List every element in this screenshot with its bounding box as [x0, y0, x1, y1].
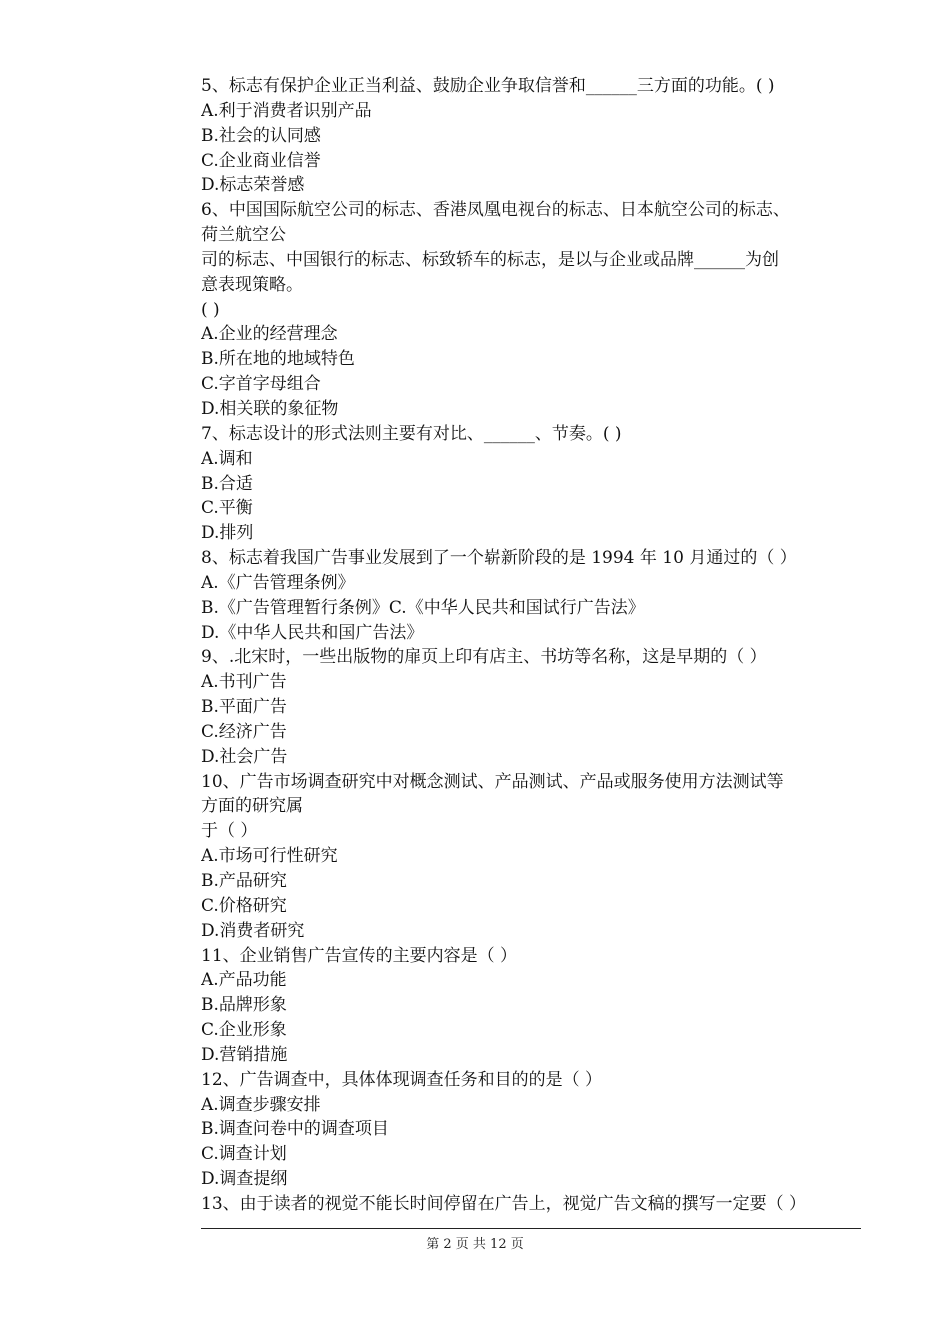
text-line: 于（ ） — [201, 821, 258, 842]
text-line: 6、中国国际航空公司的标志、香港凤凰电视台的标志、日本航空公司的标志、 — [201, 200, 790, 221]
text-line: C.企业形象 — [201, 1020, 287, 1041]
text-line: 5、标志有保护企业正当利益、鼓励企业争取信誉和______三方面的功能。( ) — [201, 76, 775, 96]
text-line: A.调和 — [201, 448, 253, 469]
text-line: B.所在地的地域特色 — [201, 349, 355, 370]
text-line: A.利于消费者识别产品 — [201, 100, 372, 121]
text-line: D.标志荣誉感 — [201, 175, 305, 196]
text-line: B.合适 — [201, 473, 253, 494]
text-line: 13、由于读者的视觉不能长时间停留在广告上，视觉广告文稿的撰写一定要（ ） — [201, 1193, 807, 1214]
text-line: C.经济广告 — [201, 721, 287, 742]
text-line: A.《广告管理条例》 — [201, 572, 355, 593]
text-line: D.排列 — [201, 523, 254, 544]
text-line: B.《广告管理暂行条例》C.《中华人民共和国试行广告法》 — [201, 597, 645, 618]
text-line: 10、广告市场调查研究中对概念测试、产品测试、产品或服务使用方法测试等 — [201, 771, 784, 792]
text-line: ( ) — [201, 299, 220, 320]
text-line: B.品牌形象 — [201, 995, 287, 1016]
text-line: D.相关联的象征物 — [201, 398, 339, 419]
text-line: A.企业的经营理念 — [201, 324, 338, 345]
text-line: C.调查计划 — [201, 1144, 287, 1165]
text-line: D.消费者研究 — [201, 920, 305, 941]
text-line: B.平面广告 — [201, 697, 287, 718]
text-line: 荷兰航空公 — [201, 225, 286, 246]
text-line: 方面的研究属 — [201, 796, 303, 817]
text-line: A.产品功能 — [201, 970, 287, 991]
text-line: D.社会广告 — [201, 746, 288, 767]
text-line: 8、标志着我国广告事业发展到了一个崭新阶段的是 1994 年 10 月通过的（ ） — [201, 548, 797, 569]
document-body — [201, 74, 863, 1217]
text-line: D.《中华人民共和国广告法》 — [201, 622, 424, 643]
text-line: B.产品研究 — [201, 871, 287, 891]
text-line: 意表现策略。 — [201, 274, 303, 295]
page-number: 第 2 页 共 12 页 — [426, 1237, 524, 1252]
footer-divider — [201, 1228, 861, 1229]
text-line: B.调查问卷中的调查项目 — [201, 1119, 389, 1140]
text-line: 司的标志、中国银行的标志、标致轿车的标志，是以与企业或品牌______为创 — [201, 249, 779, 270]
text-line: B.社会的认同感 — [201, 125, 321, 146]
text-line: C.价格研究 — [201, 895, 287, 916]
text-line: A.书刊广告 — [201, 672, 287, 693]
text-line: 12、广告调查中，具体体现调查任务和目的的是（ ） — [201, 1069, 603, 1090]
text-line: C.字首字母组合 — [201, 374, 321, 395]
text-line: 11、企业销售广告宣传的主要内容是（ ） — [201, 945, 518, 966]
text-line: D.调查提纲 — [201, 1169, 288, 1190]
text-line: A.调查步骤安排 — [201, 1094, 321, 1115]
text-line: C.平衡 — [201, 498, 253, 519]
text-line: D.营销措施 — [201, 1044, 288, 1065]
text-line: 9、.北宋时，一些出版物的扉页上印有店主、书坊等名称，这是早期的（ ） — [201, 647, 767, 668]
text-line: 7、标志设计的形式法则主要有对比、______、节奏。( ) — [201, 423, 622, 444]
text-line: A.市场可行性研究 — [201, 846, 338, 867]
text-line: C.企业商业信誉 — [201, 150, 321, 171]
